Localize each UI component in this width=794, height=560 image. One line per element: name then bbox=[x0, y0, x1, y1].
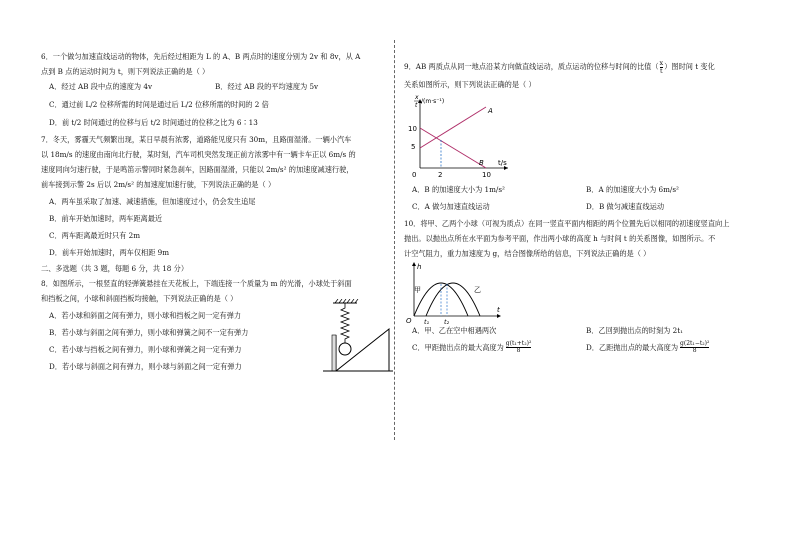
q7-stem-line3: 速度同向匀速行驶，于是鸣笛示警同时紧急刹车，因路面湿滑，只能以 2m/s² 的加速度减速行驶， bbox=[41, 165, 354, 174]
q9-ylabel-num: x bbox=[415, 94, 419, 101]
q6-option-c: C．通过前 L/2 位移所需的时间是通过后 L/2 位移所需的时间的 2 倍 bbox=[49, 100, 269, 109]
q10-label-yi: 乙 bbox=[474, 286, 481, 294]
ceiling-hatch bbox=[335, 299, 358, 303]
q9-xtick-0: 0 bbox=[412, 171, 417, 179]
q10-t2-label: t₂ bbox=[444, 318, 450, 326]
q10-stem-line1: 10．将甲、乙两个小球（可视为质点）在同一竖直平面内相距的两个位置先后以相同的初速度竖直向上 bbox=[404, 219, 730, 228]
q9-ytick-10: 10 bbox=[408, 125, 417, 133]
q10-h-label: h bbox=[417, 263, 422, 271]
q10-option-c bbox=[412, 341, 586, 355]
q10-option-d-den: 8 bbox=[692, 347, 697, 355]
q8-stem-line2: 和挡板之间，小球和斜面挡板均接触，下列说法正确的是（ ） bbox=[41, 294, 238, 303]
q9-line-A bbox=[420, 107, 486, 148]
q9-xtick-2: 2 bbox=[438, 171, 443, 179]
ball bbox=[339, 343, 351, 355]
q8-option-b: B．若小球与斜面之间有弹力，则小球和弹簧之间不一定有弹力 bbox=[49, 328, 249, 337]
q9-stem-line1-a: 9．AB 两质点从同一地点沿某方向做直线运动，质点运动的位移与时间的比值（ bbox=[404, 62, 659, 71]
q9-stem-line1 bbox=[404, 60, 760, 74]
q8-option-a: A．若小球和斜面之间有弹力，则小球和挡板之间一定有弹力 bbox=[49, 311, 242, 320]
q10-option-d-fraction bbox=[680, 341, 709, 355]
q10-option-a: A．甲、乙在空中相遇两次 bbox=[412, 326, 497, 335]
question-8 bbox=[41, 279, 381, 371]
q10-t-label: t bbox=[497, 306, 500, 314]
q7-stem-line4: 前车接到示警 2s 后以 2m/s² 的加速度加速行驶，下列说法正确的是（ ） bbox=[41, 180, 276, 189]
q10-option-c-fraction bbox=[506, 341, 532, 355]
q10-stem-line2: 抛出。以抛出点所在水平面为参考平面，作出两小球的高度 h 与时间 t 的关系图像，如图所示。不 bbox=[404, 234, 716, 243]
q10-x-arrow bbox=[497, 314, 501, 318]
q10-option-b: B．乙回到抛出点的时刻为 2t₁ bbox=[586, 326, 683, 335]
q10-option-c-num: g(t₁+t₂)² bbox=[505, 340, 532, 347]
q9-option-c: C．A 做匀加速直线运动 bbox=[412, 202, 490, 211]
q6-option-b: B．经过 AB 段的平均速度为 5v bbox=[215, 82, 319, 91]
q8-option-d: D．若小球与斜面之间有弹力，则小球与斜面之间一定有弹力 bbox=[49, 362, 242, 371]
baffle-fill bbox=[332, 335, 336, 371]
q7-stem-line1: 7．冬天，雾霾天气频繁出现，某日早晨有浓雾，道路能见度只有 30m，且路面湿滑。一辆小汽车 bbox=[41, 135, 352, 144]
q10-origin-label: O bbox=[406, 317, 412, 325]
q10-label-jia: 甲 bbox=[414, 286, 421, 294]
q9-label-A: A bbox=[488, 107, 493, 115]
q6-stem-line1: 6．一个做匀加速直线运动的物体，先后经过相距为 L 的 A、B 两点时的速度分别为 2v 和 8v，从 A bbox=[41, 52, 361, 61]
question-7 bbox=[41, 135, 381, 257]
q9-option-a: A．B 的加速度大小为 1m/s² bbox=[412, 185, 505, 194]
question-6 bbox=[41, 52, 381, 127]
q10-t1-label: t₁ bbox=[424, 318, 430, 326]
q6-option-d: D．前 t/2 时间通过的位移与后 t/2 时间通过的位移之比为 6∶13 bbox=[49, 118, 258, 127]
q9-fraction bbox=[660, 60, 664, 74]
q9-xlabel: t/s bbox=[498, 159, 507, 167]
q7-option-d: D．前车开始加速时，两车仅相距 9m bbox=[49, 248, 170, 257]
q6-option-a: A．经过 AB 段中点的速度为 4v bbox=[49, 82, 153, 91]
q7-stem-line2: 以 18m/s 的速度由南向北行驶，某时刻，汽车司机突然发现正前方浓雾中有一辆卡车正以 6m/s 的 bbox=[41, 150, 356, 159]
q9-yunit: /(m·s⁻¹) bbox=[421, 98, 445, 105]
left-column bbox=[41, 52, 381, 373]
q8-option-c: C．若小球与挡板之间有弹力，则小球和弹簧之间一定有弹力 bbox=[49, 345, 242, 354]
q7-option-c: C．两车距离最近时只有 2m bbox=[49, 231, 141, 240]
q9-frac-num: x bbox=[659, 59, 664, 67]
spring-incline-figure bbox=[313, 299, 395, 377]
q9-label-B: B bbox=[479, 159, 484, 167]
question-9 bbox=[404, 60, 760, 211]
q10-graph bbox=[404, 260, 504, 326]
q10-option-d-num: g(2t₁−t₂)² bbox=[680, 340, 710, 347]
q9-stem-line2: 关系如图所示，则下列说法正确的是（ ） bbox=[404, 80, 536, 89]
q10-option-d bbox=[586, 341, 760, 355]
q9-graph bbox=[406, 93, 516, 181]
q10-stem-line3: 计空气阻力，重力加速度为 g，结合图像所给的信息，下列说法正确的是（ ） bbox=[404, 249, 651, 258]
q7-option-a: A．两车虽采取了加速、减速措施，但加速度过小，仍会发生追尾 bbox=[49, 197, 256, 206]
q9-ytick-5: 5 bbox=[411, 143, 416, 151]
q9-line-B bbox=[420, 128, 486, 168]
q9-option-b: B．A 的加速度大小为 6m/s² bbox=[586, 185, 679, 194]
right-column bbox=[404, 60, 760, 357]
q8-stem-line1: 8．如图所示，一根竖直的轻弹簧悬挂在天花板上，下端连接一个质量为 m 的光滑，小球处于斜面 bbox=[41, 279, 352, 288]
q9-frac-den: t bbox=[660, 66, 663, 75]
q9-xtick-10: 10 bbox=[482, 171, 491, 179]
q10-curve-yi bbox=[426, 283, 480, 316]
section-heading-multi-choice: 二、多选题（共 3 题，每题 6 分，共 18 分） bbox=[41, 264, 189, 273]
q10-option-c-text: C．甲距抛出点的最大高度为 bbox=[412, 342, 504, 352]
q9-option-d: D．B 做匀减速直线运动 bbox=[586, 202, 665, 211]
q6-stem-line2: 点到 B 点的运动时间为 t，则下列说法正确的是（ ） bbox=[41, 67, 210, 76]
q7-option-b: B．前车开始加速时，两车距离最近 bbox=[49, 214, 163, 223]
column-divider bbox=[394, 40, 395, 440]
question-10 bbox=[404, 219, 760, 355]
spring bbox=[341, 303, 349, 343]
q10-option-d-text: D．乙距抛出点的最大高度为 bbox=[586, 342, 679, 352]
q10-option-c-den: 8 bbox=[516, 347, 521, 355]
q10-y-arrow bbox=[412, 262, 416, 266]
q9-ylabel-den: t bbox=[415, 102, 418, 109]
q9-stem-line1-b: ）图时间 t 变化 bbox=[664, 62, 715, 71]
